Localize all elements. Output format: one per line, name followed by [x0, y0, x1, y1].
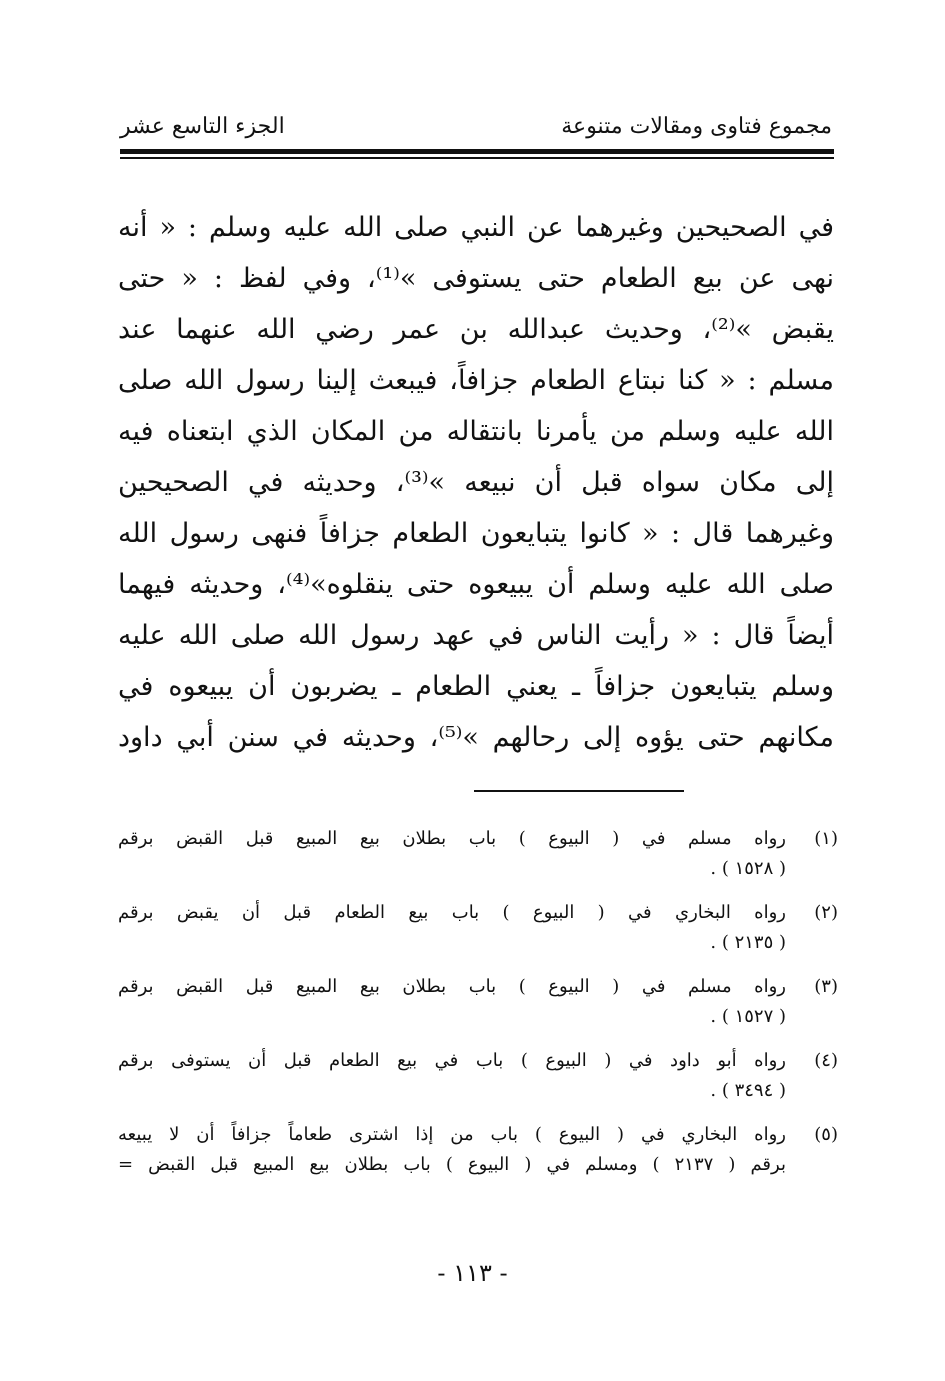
- footnote-number: (١): [814, 828, 838, 849]
- book-title: مجموع فتاوى ومقالات متنوعة: [561, 114, 832, 139]
- footnote-line: رواه البخاري في ( البيوع ) باب بيع الطعام قبل أن يقبض برقم: [118, 902, 786, 923]
- footnote-number: (٥): [814, 1124, 838, 1145]
- text-line: وغيرهما قال : « كانوا يتبايعون الطعام جزافاً فنهى رسول الله: [118, 518, 834, 549]
- footnote-4: [118, 1046, 838, 1106]
- footnote-number: (٢): [814, 902, 838, 923]
- footnotes: [118, 824, 838, 1194]
- header-rule-thick: [120, 149, 834, 154]
- volume-label: الجزء التاسع عشر: [120, 114, 285, 139]
- footnote-1: [118, 824, 838, 884]
- footnote-2: [118, 898, 838, 958]
- page-number: - ١١٣ -: [437, 1259, 508, 1287]
- footnote-line: ( ٣٤٩٤ ) .: [710, 1080, 786, 1101]
- text-line: مسلم : « كنا نبتاع الطعام جزافاً، فيبعث إلينا رسول الله صلى: [118, 365, 834, 396]
- text-line: في الصحيحين وغيرهما عن النبي صلى الله عليه وسلم : « أنه: [118, 212, 834, 243]
- running-header: [120, 112, 832, 148]
- footnote-line: رواه أبو داود في ( البيوع ) باب في بيع الطعام قبل أن يستوفى برقم: [118, 1050, 786, 1071]
- text-line: الله عليه وسلم من يأمرنا بانتقاله من المكان الذي ابتعناه فيه: [118, 416, 834, 447]
- footnote-5: [118, 1120, 838, 1180]
- footnote-number: (٤): [814, 1050, 838, 1071]
- footnote-line: برقم ( ٢١٣٧ ) ومسلم في ( البيوع ) باب بطلان بيع المبيع قبل القبض =: [118, 1154, 786, 1175]
- text-line: نهى عن بيع الطعام حتى يستوفى »⁽¹⁾، وفي لفظ : « حتى: [118, 263, 834, 294]
- text-line: وسلم يتبايعون جزافاً ـ يعني الطعام ـ يضربون أن يبيعوه في: [118, 671, 834, 702]
- text-line: مكانهم حتى يؤوه إلى رحالهم »⁽⁵⁾، وحديثه في سنن أبي داود: [118, 722, 834, 753]
- footnote-line: ( ١٥٢٧ ) .: [710, 1006, 786, 1027]
- footnote-number: (٣): [814, 976, 838, 997]
- footnote-line: رواه البخاري في ( البيوع ) باب من إذا اشترى طعاماً جزافاً أن لا يبيعه: [118, 1124, 786, 1145]
- footnote-line: ( ٢١٣٥ ) .: [710, 932, 786, 953]
- text-line: صلى الله عليه وسلم أن يبيعوه حتى ينقلوه»⁽⁴⁾، وحديثه فيهما: [118, 569, 834, 600]
- footnote-line: رواه مسلم في ( البيوع ) باب بطلان بيع المبيع قبل القبض برقم: [118, 976, 786, 997]
- footnote-separator: [474, 790, 684, 792]
- text-line: إلى مكان سواه قبل أن نبيعه »⁽³⁾، وحديثه في الصحيحين: [118, 467, 834, 498]
- text-line: يقبض »⁽²⁾، وحديث عبدالله بن عمر رضي الله عنهما عند: [118, 314, 834, 345]
- footnote-line: رواه مسلم في ( البيوع ) باب بطلان بيع المبيع قبل القبض برقم: [118, 828, 786, 849]
- footnote-line: ( ١٥٢٨ ) .: [710, 858, 786, 879]
- text-line: أيضاً قال : « رأيت الناس في عهد رسول الله صلى الله عليه: [118, 620, 834, 651]
- main-text: [118, 202, 834, 763]
- header-rule-thin: [120, 157, 834, 159]
- footnote-3: [118, 972, 838, 1032]
